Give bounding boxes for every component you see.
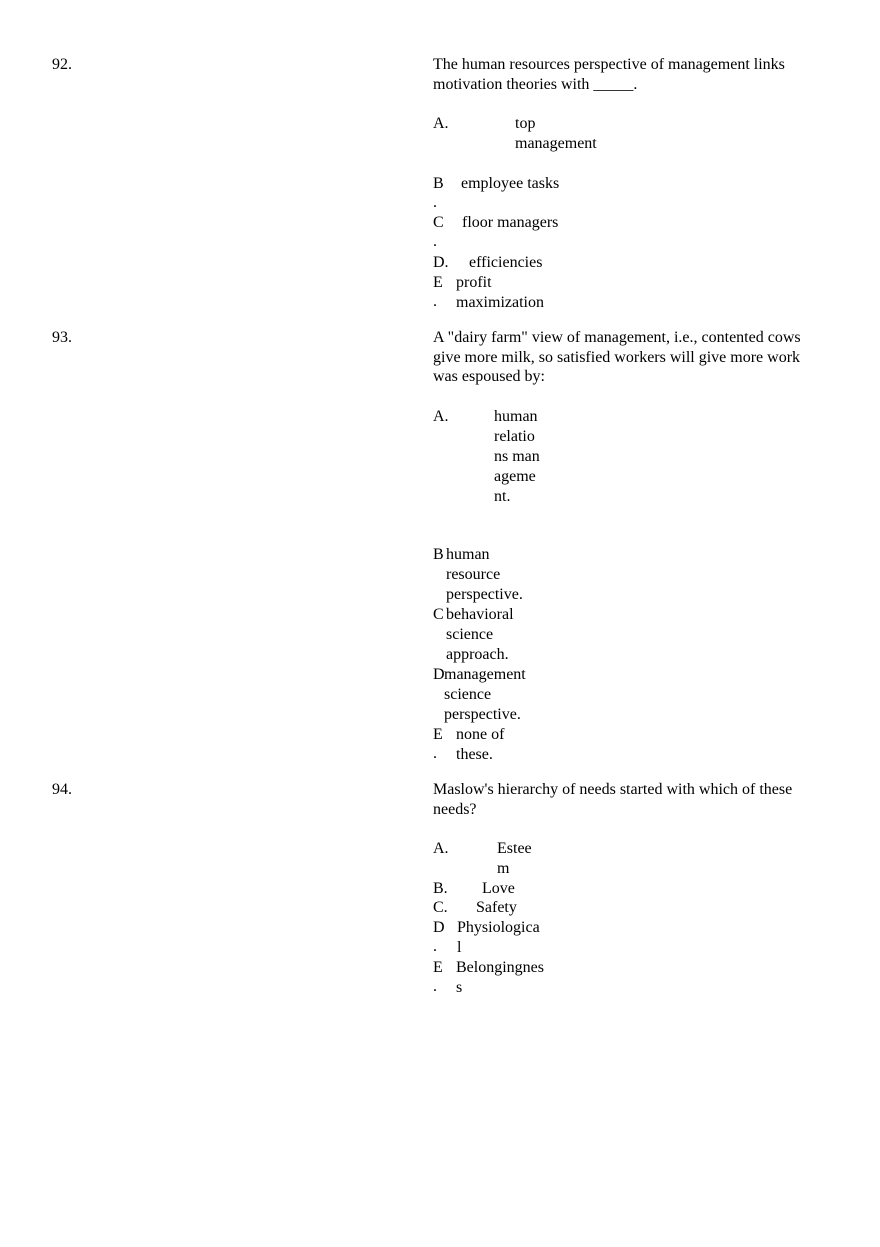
question-number: 93. [52, 329, 72, 346]
option-letter: C [433, 214, 444, 231]
question-number: 94. [52, 781, 72, 798]
option-letter-dot: . [433, 978, 437, 995]
option-text: top management [515, 115, 597, 152]
option-text: Safety [476, 899, 517, 916]
option-text: profit maximization [456, 274, 544, 311]
option-text: employee tasks [461, 175, 560, 192]
option-text: Esteem [497, 840, 532, 877]
option-text: human resource perspective. [446, 546, 523, 603]
option-letter: A. [433, 115, 449, 132]
option-letter: D [433, 666, 445, 683]
question-stem: A "dairy farm" view of management, i.e., contented cows give more milk, so satisfied workers will give more work was espoused by: [433, 329, 801, 385]
question-stem: The human resources perspective of management links motivation theories with _____. [433, 56, 785, 93]
option-letter: B. [433, 880, 448, 897]
option-text: management science perspective. [444, 666, 526, 723]
option-text: Love [482, 880, 515, 897]
option-letter: B [433, 175, 444, 192]
option-letter: E [433, 959, 443, 976]
option-text: Physiological [457, 919, 540, 956]
option-letter-dot: . [433, 293, 437, 310]
option-letter: E [433, 726, 443, 743]
question-number: 92. [52, 56, 72, 73]
option-letter: D. [433, 254, 449, 271]
option-letter: B [433, 546, 444, 563]
option-letter: A. [433, 840, 449, 857]
option-text: human relations management. [494, 408, 540, 505]
option-letter: A. [433, 408, 449, 425]
option-letter-dot: . [433, 938, 437, 955]
option-letter: D [433, 919, 445, 936]
option-text: efficiencies [469, 254, 543, 271]
option-text: Belongingness [456, 959, 544, 996]
option-letter-dot: . [433, 194, 437, 211]
option-text: floor managers [462, 214, 559, 231]
question-stem: Maslow's hierarchy of needs started with which of these needs? [433, 781, 793, 818]
option-text: none of these. [456, 726, 505, 763]
option-letter-dot: . [433, 745, 437, 762]
option-letter: C [433, 606, 444, 623]
option-letter-dot: . [433, 233, 437, 250]
option-text: behavioral science approach. [446, 606, 514, 663]
option-letter: C. [433, 899, 448, 916]
option-letter: E [433, 274, 443, 291]
